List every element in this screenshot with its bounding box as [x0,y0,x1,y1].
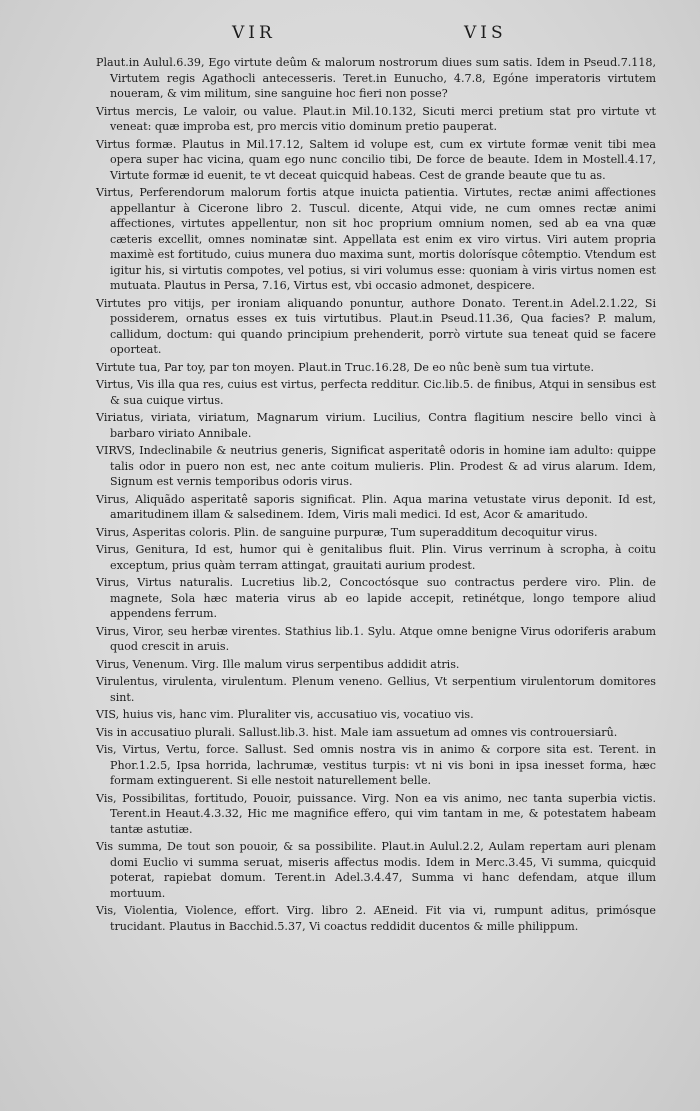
dictionary-entry: Plaut.in Aulul.6.39, Ego virtute deûm & malorum nostrorum diues sum satis. Idem in Pseud.7.118, Virtutem regis Agathocli antecesseris. Teret.in Eunucho, 4.7.8, Egóne imperatoris virtutem noueram, & vim militum, sine sanguine hoc fieri non posse? [96,56,656,100]
dictionary-entry: Virus, Asperitas coloris. Plin. de sanguine purpuræ, Tum superadditum decoquitur virus. [96,525,598,539]
dictionary-entry: Virtus, Perferendorum malorum fortis atque inuicta patientia. Virtutes, rectæ animi affectiones appellantur à Cicerone libro 2. Tuscul. dicente, Atqui vide, ne cum omnes rectæ animi affectiones, virtutes appellentur, non sit hoc proprium omnium nomen, sed ab ea vna quæ cæteris excellit, omnes nominatæ sint. Appellata est enim ex viro virtus. Viri autem propria maximè est fortitudo, cuius munera duo maxima sunt, mortis dolorísque côtemptio. Vtendum est igitur his, si virtutis compotes, vel potius, si viri volumus esse: quoniam à viris virtus nomen est mutuata. Plautus in Persa, 7.16, Virtus est, vbi occasio admonet, despicere. [96,186,656,292]
dictionary-entry: Vis, Virtus, Vertu, force. Sallust. Sed omnis nostra vis in animo & corpore sita est. Terent. in Phor.1.2.5, Ipsa horrida, lachrumæ, vestitus turpis: vt ni vis boni in ipsa inesset forma, hæc formam extinguerent. Si elle nestoit naturellement belle. [96,743,656,787]
dictionary-entry: Virus, Virtus naturalis. Lucretius lib.2, Concoctósque suo contractus perdere viro. Plin. de magnete, Sola hæc materia virus ab eo lapide accepit, retinétque, longo tempore aliud appendens ferrum. [96,576,656,620]
dictionary-entry: VIRVS, Indeclinabile & neutrius generis, Significat asperitatê odoris in homine iam adulto: quippe talis odor in puero non est, nec ante coitum mulieris. Plin. Prodest & ad virus alarum. Idem, Signum est vernis temporibus odoris virus. [96,444,656,488]
dictionary-entry: Virulentus, virulenta, virulentum. Plenum veneno. Gellius, Vt serpentium virulentorum domitores sint. [96,675,656,704]
dictionary-entry: Vis in accusatiuo plurali. Sallust.lib.3. hist. Male iam assuetum ad omnes vis controuersiarû. [96,725,618,739]
dictionary-entry: Vis summa, De tout son pouoir, & sa possibilite. Plaut.in Aulul.2.2, Aulam repertam auri plenam domi Euclio vi summa seruat, miseris affectus modis. Idem in Merc.3.45, Vi summa, quicquid poterat, rapiebat domum. Terent.in Adel.3.4.47, Summa vi hanc defendam, atque illum mortuum. [96,840,656,900]
dictionary-entry: Virus, Aliquãdo asperitatê saporis significat. Plin. Aqua marina vetustate virus deponit. Id est, amaritudinem illam & salsedinem. Idem, Viris mali medici. Id est, Acor & amaritudo. [96,492,656,521]
dictionary-entry: Virtutes pro vitijs, per ironiam aliquando ponuntur, authore Donato. Terent.in Adel.2.1.22, Si possiderem, ornatus esses ex tuis virtutibus. Plaut.in Pseud.11.36, Qua facies? P. malum, callidum, doctum: qui quando principium prehenderit, porrò virtute sua teneat quid se facere oporteat. [96,296,656,356]
dictionary-entry: Vis, Violentia, Violence, effort. Virg. libro 2. AEneid. Fit via vi, rumpunt aditus, primósque trucidant. Plautus in Bacchid.5.37, Vi coactus reddidit ducentos & mille philippum. [96,904,656,933]
running-head-right: VIS [464,23,507,43]
dictionary-entry: Viriatus, viriata, viriatum, Magnarum virium. Lucilius, Contra flagitium nescire bello vinci à barbaro viriato Annibale. [96,411,656,440]
dictionary-entry: Virus, Viror, seu herbæ virentes. Stathius lib.1. Sylu. Atque omne benigne Virus odoriferis arabum quod crescit in aruis. [96,624,656,653]
dictionary-entry: Vis, Possibilitas, fortitudo, Pouoir, puissance. Virg. Non ea vis animo, nec tanta superbia victis. Terent.in Heaut.4.3.32, Hic me magnifice effero, qui vim tantam in me, & potestatem habeam tantæ astutiæ. [96,791,656,836]
dictionary-entry: Virus, Venenum. Virg. Ille malum virus serpentibus addidit atris. [96,657,460,671]
dictionary-entry: Virtus, Vis illa qua res, cuius est virtus, perfecta redditur. Cic.lib.5. de finibus, Atqui in sensibus est & sua cuique virtus. [96,378,656,407]
dictionary-entry: Virus, Genitura, Id est, humor qui è genitalibus fluit. Plin. Virus verrinum à scropha, à coitu exceptum, prius quàm terram attingat, grauitati aurium prodest. [96,543,656,572]
running-head-left: VIR [232,23,276,43]
dictionary-entry: Virtute tua, Par toy, par ton moyen. Plaut.in Truc.16.28, De eo nûc benè sum tua virtute. [96,360,595,374]
dictionary-entry: VIS, huius vis, hanc vim. Pluraliter vis, accusatiuo vis, vocatiuo vis. [96,708,474,721]
dictionary-entry: Virtus formæ. Plautus in Mil.17.12, Saltem id volupe est, cum ex virtute formæ venit tibi mea opera super hac vicina, quam ego nunc concilio tibi, De force de beaute. Idem in Mostell.4.17, Virtute formæ id euenit, te vt deceat quicquid habeas. Cest de grande beaute que tu as. [96,137,656,182]
dictionary-entry: Virtus mercis, Le valoir, ou value. Plaut.in Mil.10.132, Sicuti merci pretium stat pro virtute vt veneat: quæ improba est, pro mercis vitio dominum pretio pauperat. [96,104,656,133]
dictionary-text [96,55,656,936]
